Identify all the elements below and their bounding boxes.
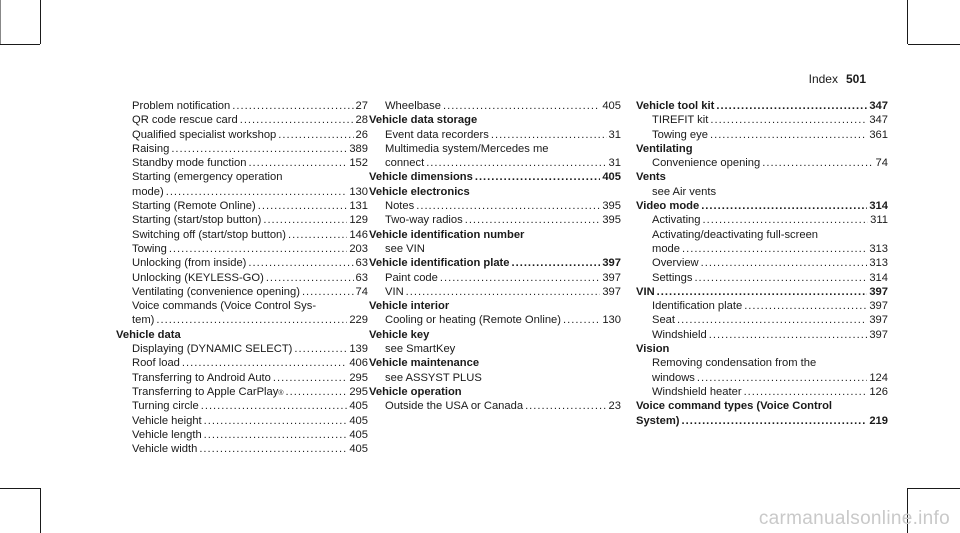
entry-text: Voice commands (Voice Control Sys- [132, 300, 317, 313]
index-heading [116, 328, 368, 342]
page-reference: 361 [869, 128, 888, 141]
index-entry [369, 285, 621, 299]
entry-text: Vehicle data [116, 328, 181, 341]
index-entry [636, 299, 888, 313]
page-reference: 406 [349, 357, 368, 370]
entry-text: Wheelbase [385, 100, 441, 112]
index-heading [369, 299, 621, 313]
watermark: carmanualsonline.info [758, 508, 950, 529]
crop-mark [40, 488, 41, 533]
dot-leader [710, 128, 867, 142]
index-entry [369, 256, 621, 270]
entry-text: Vehicle dimensions [369, 171, 473, 184]
entry-text: tem) [132, 314, 155, 327]
dot-leader [204, 414, 348, 428]
dot-leader [406, 285, 601, 299]
index-entry [636, 271, 888, 285]
entry-text: System) [636, 414, 680, 427]
entry-text: Vehicle tool kit [636, 100, 715, 112]
index-entry [369, 271, 621, 285]
page-reference: 397 [869, 300, 888, 313]
index-entry [116, 199, 368, 213]
page-reference: 397 [869, 328, 888, 341]
page-reference: 397 [602, 271, 621, 284]
entry-text: Transferring to Apple CarPlay [132, 385, 279, 398]
dot-leader [716, 99, 867, 113]
dot-leader [286, 385, 348, 399]
page-reference: 131 [349, 200, 368, 213]
dot-leader [440, 271, 600, 285]
dot-leader [525, 399, 606, 413]
dot-leader [273, 371, 347, 385]
index-heading [369, 385, 621, 399]
page-reference: 313 [869, 257, 888, 270]
entry-text: Two-way radios [385, 214, 463, 227]
dot-leader [697, 371, 867, 385]
dot-leader [248, 256, 353, 270]
entry-text: Windshield heater [652, 385, 742, 398]
index-entry [116, 371, 368, 385]
entry-text: Vehicle data storage [369, 114, 478, 127]
page-reference: 313 [869, 242, 888, 255]
index-entry: Transferring to Apple CarPlay ® ..... 295 [116, 385, 368, 399]
entry-text: Problem notification [132, 100, 231, 112]
index-entry [636, 199, 888, 213]
entry-text: Vehicle interior [369, 300, 450, 313]
entry-text: Turning circle [132, 400, 199, 413]
entry-text: VIN [636, 285, 655, 298]
entry-text: Transferring to Android Auto [132, 371, 271, 384]
entry-text: VIN [385, 285, 404, 298]
index-subline [369, 242, 621, 256]
page-reference: 405 [349, 400, 368, 413]
index-subline [116, 170, 368, 184]
dot-leader [248, 156, 347, 170]
index-entry [636, 99, 888, 113]
entry-text: see Air vents [652, 185, 717, 198]
entry-text: windows [652, 371, 695, 384]
index-heading [369, 228, 621, 242]
page-reference: 395 [602, 214, 621, 227]
entry-text: Vehicle identification number [369, 228, 525, 241]
dot-leader [694, 271, 867, 285]
entry-text: Overview [652, 257, 699, 270]
index-column-3 [636, 99, 888, 428]
page-reference: 405 [349, 414, 368, 427]
index-entry [116, 242, 368, 256]
entry-text: Identification plate [652, 300, 743, 313]
index-subline [369, 142, 621, 156]
index-entry [116, 256, 368, 270]
index-entry [116, 156, 368, 170]
index-entry [369, 199, 621, 213]
index-entry [369, 170, 621, 184]
entry-text: Towing [132, 242, 167, 255]
entry-text: Roof load [132, 357, 180, 370]
dot-leader [701, 256, 868, 270]
index-entry [116, 213, 368, 227]
page-reference: 139 [349, 343, 368, 356]
page-reference: 397 [869, 314, 888, 327]
page-reference: 28 [355, 114, 368, 127]
dot-leader [294, 342, 347, 356]
index-entry [369, 313, 621, 327]
dot-leader [166, 185, 348, 199]
index-entry [116, 442, 368, 456]
index-subline [636, 228, 888, 242]
index-entry [116, 313, 368, 327]
page-reference: 219 [869, 414, 888, 427]
entry-text: Raising [132, 142, 170, 155]
dot-leader [302, 285, 354, 299]
dot-leader [703, 213, 869, 227]
page-reference: 63 [355, 257, 368, 270]
dot-leader [156, 313, 347, 327]
dot-leader [709, 328, 868, 342]
page-reference: 311 [870, 214, 888, 227]
page-reference: 405 [349, 428, 368, 441]
crop-mark [0, 0, 1, 44]
index-entry [369, 99, 621, 113]
page-reference: 389 [349, 142, 368, 155]
dot-leader [677, 313, 867, 327]
page-reference: 31 [608, 157, 621, 170]
index-heading [636, 399, 888, 413]
index-entry [636, 285, 888, 299]
entry-text: Vehicle height [132, 414, 202, 427]
dot-leader [475, 170, 600, 184]
index-entry [369, 156, 621, 170]
page-reference: 74 [875, 157, 888, 170]
entry-text: Displaying (DYNAMIC SELECT) [132, 343, 293, 356]
index-entry [116, 113, 368, 127]
index-entry [116, 271, 368, 285]
page-number: 501 [845, 72, 866, 86]
index-entry [636, 113, 888, 127]
dot-leader [744, 299, 867, 313]
index-entry [636, 313, 888, 327]
index-entry [636, 256, 888, 270]
page-reference: 74 [355, 285, 368, 298]
index-entry [636, 156, 888, 170]
entry-text: Removing condensation from the [652, 357, 817, 370]
index-heading [369, 185, 621, 199]
dot-leader [682, 242, 867, 256]
index-entry [116, 185, 368, 199]
entry-text: see SmartKey [385, 343, 456, 356]
dot-leader [171, 142, 347, 156]
entry-text: Voice command types (Voice Control [636, 400, 833, 413]
index-entry [636, 328, 888, 342]
entry-text: Vehicle width [132, 443, 198, 456]
crop-mark [0, 44, 40, 45]
entry-text: Vehicle maintenance [369, 357, 480, 370]
entry-text: Ventilating [636, 142, 693, 155]
entry-text: TIREFIT kit [652, 114, 709, 127]
entry-text: Starting (emergency operation [132, 171, 283, 184]
index-entry [116, 356, 368, 370]
dot-leader [232, 99, 353, 113]
index-entry [116, 342, 368, 356]
dot-leader [701, 199, 867, 213]
dot-leader [682, 414, 868, 428]
index-entry [116, 428, 368, 442]
entry-text: Starting (start/stop button) [132, 214, 262, 227]
page-header [809, 72, 866, 86]
entry-text: Convenience opening [652, 157, 761, 170]
page-reference: 203 [349, 242, 368, 255]
index-entry [369, 128, 621, 142]
page-reference: 405 [349, 443, 368, 456]
entry-text: Multimedia system/Mercedes me [385, 142, 549, 155]
entry-text: Starting (Remote Online) [132, 200, 256, 213]
page-reference: 397 [869, 285, 888, 298]
entry-text: Vehicle operation [369, 385, 462, 398]
entry-text: Activating/deactivating full-screen [652, 228, 819, 241]
page-reference: 347 [869, 100, 888, 112]
dot-leader [258, 199, 348, 213]
page-reference: 130 [602, 314, 621, 327]
page-reference: 295 [349, 371, 368, 384]
index-heading [636, 142, 888, 156]
index-entry [369, 399, 621, 413]
dot-leader [240, 113, 354, 127]
entry-text: Cooling or heating (Remote Online) [385, 314, 561, 327]
header-title: Index [808, 72, 838, 86]
index-subline [636, 356, 888, 370]
crop-mark [908, 488, 960, 489]
entry-text: Vehicle length [132, 428, 202, 441]
page-reference: 152 [349, 157, 368, 170]
index-entry [116, 228, 368, 242]
entry-text: Vehicle identification plate [369, 257, 510, 270]
dot-leader [201, 399, 348, 413]
index-entry [636, 213, 888, 227]
index-subline [636, 185, 888, 199]
index-subline [116, 299, 368, 313]
entry-text: Activating [652, 214, 701, 227]
page-reference: 146 [349, 228, 368, 241]
entry-text: see VIN [385, 242, 425, 255]
crop-mark [40, 0, 41, 44]
index-entry [116, 128, 368, 142]
entry-text: Switching off (start/stop button) [132, 228, 287, 241]
entry-text: Qualified specialist workshop [132, 128, 277, 141]
entry-text: mode [652, 242, 680, 255]
dot-leader [657, 285, 868, 299]
dot-leader [204, 428, 348, 442]
page-reference: 26 [355, 128, 368, 141]
page-reference: 397 [602, 285, 621, 298]
entry-text: Windshield [652, 328, 707, 341]
dot-leader [744, 385, 868, 399]
crop-mark [907, 0, 908, 44]
entry-text: QR code rescue card [132, 114, 238, 127]
page-reference: 314 [869, 200, 888, 213]
index-entry [636, 414, 888, 428]
index-heading [369, 113, 621, 127]
page-reference: 23 [608, 400, 621, 413]
entry-text: Vents [636, 171, 666, 184]
page-reference: 31 [608, 128, 621, 141]
entry-text: Unlocking (KEYLESS-GO) [132, 271, 264, 284]
dot-leader [465, 213, 601, 227]
index-entry [116, 414, 368, 428]
entry-text: Vehicle electronics [369, 185, 470, 198]
dot-leader [491, 128, 607, 142]
entry-text: Outside the USA or Canada [385, 400, 524, 413]
entry-text: Notes [385, 200, 415, 213]
dot-leader [762, 156, 873, 170]
entry-text: Standby mode function [132, 157, 247, 170]
page-reference: 347 [869, 114, 888, 127]
page-reference: 63 [355, 271, 368, 284]
page-reference: 229 [349, 314, 368, 327]
index-entry [636, 371, 888, 385]
dot-leader [426, 156, 606, 170]
page-reference: 126 [869, 385, 888, 398]
entry-text: see ASSYST PLUS [385, 371, 482, 384]
entry-text: Paint code [385, 271, 438, 284]
entry-text: Video mode [636, 200, 700, 213]
index-heading [636, 170, 888, 184]
entry-text: connect [385, 157, 425, 170]
index-heading [369, 356, 621, 370]
page-reference: 397 [602, 257, 621, 270]
dot-leader [710, 113, 867, 127]
index-entry [636, 385, 888, 399]
dot-leader [199, 442, 347, 456]
dot-leader [263, 213, 347, 227]
index-entry [116, 399, 368, 413]
index-column-1 [116, 99, 368, 456]
entry-text: mode) [132, 185, 164, 198]
index-subline [369, 371, 621, 385]
entry-text: Vehicle key [369, 328, 430, 341]
dot-leader [182, 356, 347, 370]
crop-mark [908, 44, 960, 45]
page-reference: 129 [349, 214, 368, 227]
crop-mark [0, 488, 40, 489]
entry-text: Towing eye [652, 128, 708, 141]
dot-leader [443, 99, 600, 113]
index-column-2 [369, 99, 621, 414]
dot-leader [512, 256, 601, 270]
index-entry [369, 213, 621, 227]
index-entry [116, 142, 368, 156]
index-subline [369, 342, 621, 356]
entry-text: Unlocking (from inside) [132, 257, 247, 270]
page-reference: 405 [602, 171, 621, 184]
index-entry [116, 99, 368, 113]
index-entry [636, 242, 888, 256]
index-entry [116, 285, 368, 299]
dot-leader [278, 128, 353, 142]
page-reference: 27 [355, 100, 368, 112]
page-reference: 130 [349, 185, 368, 198]
entry-text: Ventilating (convenience opening) [132, 285, 300, 298]
index-heading [369, 328, 621, 342]
dot-leader [169, 242, 348, 256]
index-entry [636, 128, 888, 142]
dot-leader [563, 313, 600, 327]
entry-text: Vision [636, 343, 670, 356]
entry-text: Event data recorders [385, 128, 489, 141]
page-reference: 295 [349, 385, 368, 398]
entry-text: Seat [652, 314, 676, 327]
page-reference: 314 [869, 271, 888, 284]
page-reference: 124 [869, 371, 888, 384]
index-heading [636, 342, 888, 356]
page-reference: 405 [602, 100, 621, 112]
entry-text: Settings [652, 271, 693, 284]
dot-leader [416, 199, 600, 213]
dot-leader [288, 228, 347, 242]
dot-leader [266, 271, 354, 285]
page-reference: 395 [602, 200, 621, 213]
